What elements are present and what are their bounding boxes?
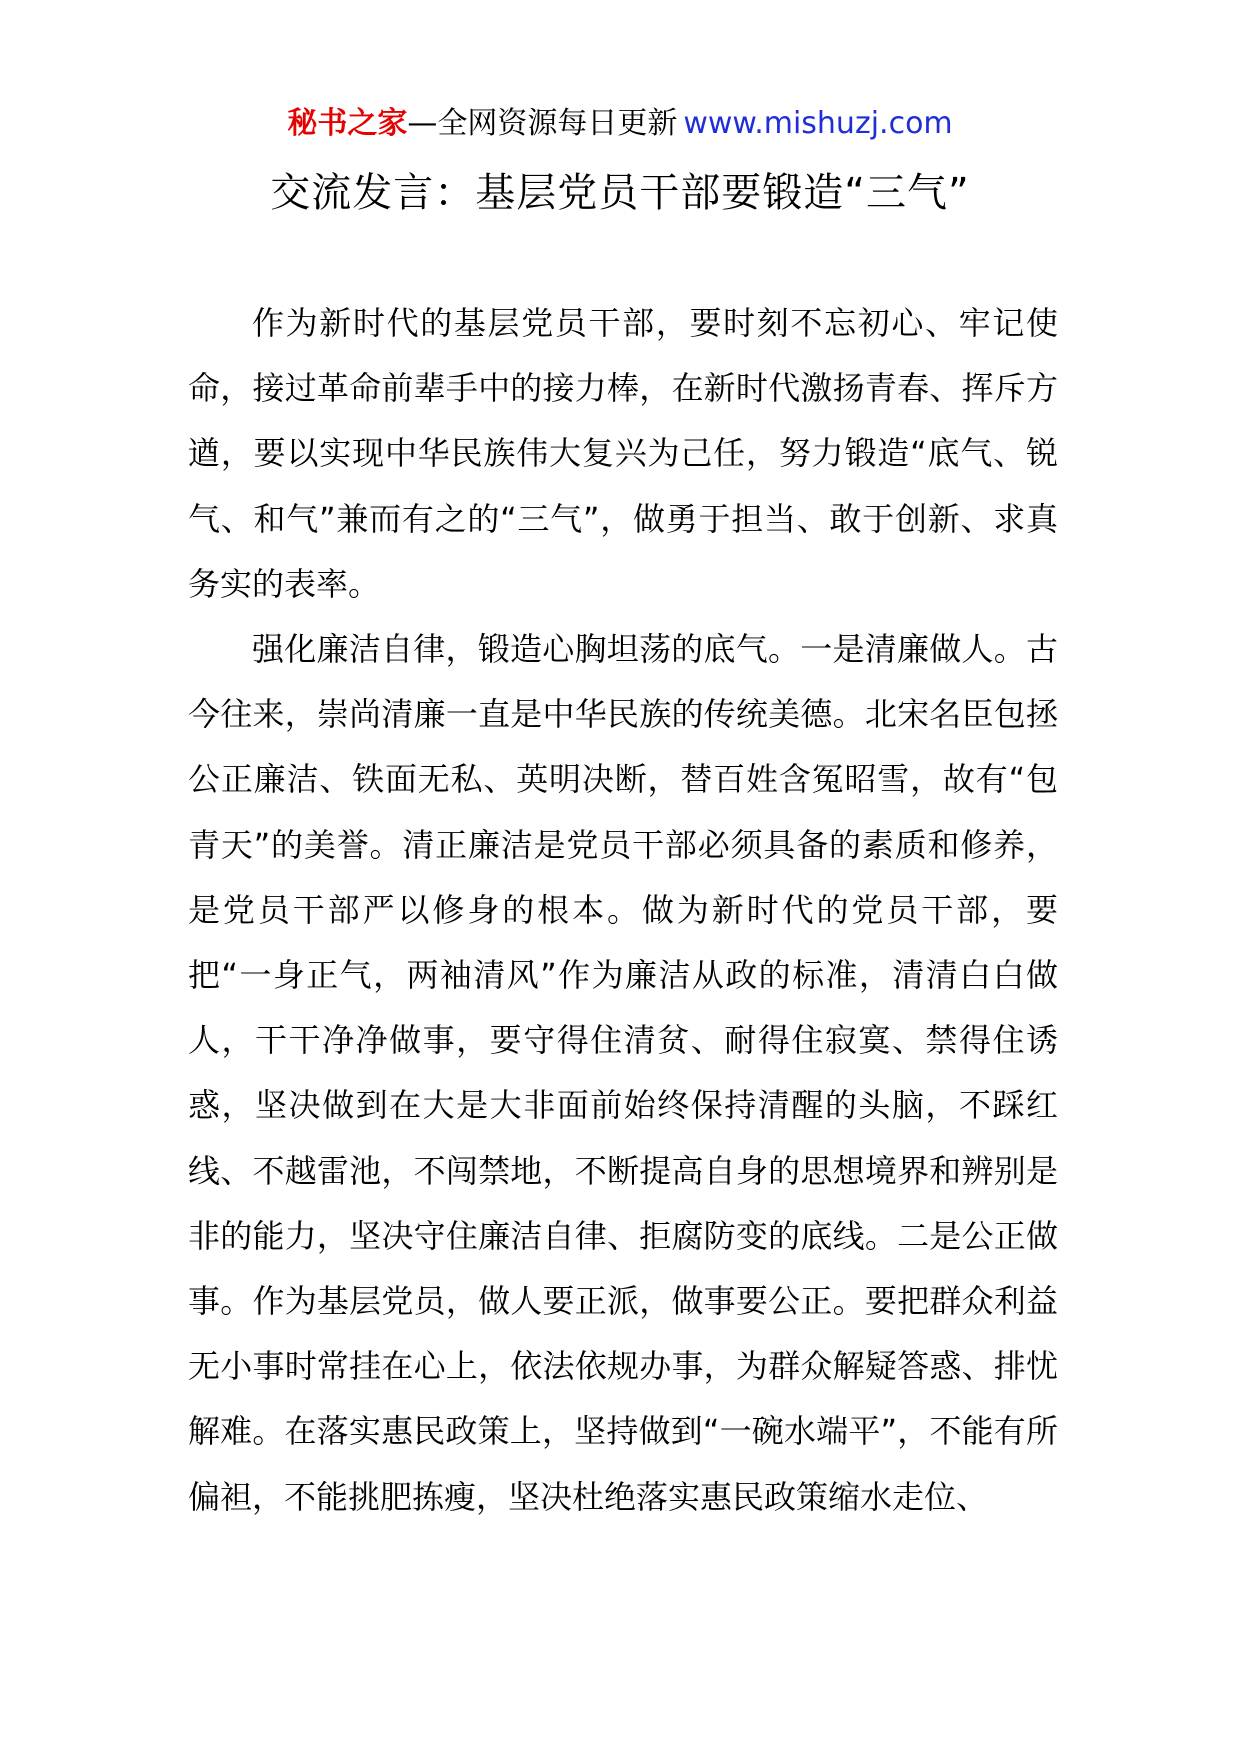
document-body <box>188 291 1058 1530</box>
paragraph-integrity: 强化廉洁自律，锻造心胸坦荡的底气。一是清廉做人。古今往来，崇尚清廉一直是中华民族的传统美德。北宋名臣包拯公正廉洁、铁面无私、英明决断，替百姓含冤昭雪，故有“包青天”的美誉。清正廉洁是党员干部必须具备的素质和修养，是党员干部严以修身的根本。做为新时代的党员干部，要把“一身正气，两袖清风”作为廉洁从政的标准，清清白白做人，干干净净做事，要守得住清贫、耐得住寂寞、禁得住诱惑，坚决做到在大是大非面前始终保持清醒的头脑，不踩红线、不越雷池，不闯禁地，不断提高自身的思想境界和辨别是非的能力，坚决守住廉洁自律、拒腐防变的底线。二是公正做事。作为基层党员，做人要正派，做事要公正。要把群众利益无小事时常挂在心上，依法依规办事，为群众解疑答惑、排忧解难。在落实惠民政策上，坚持做到“一碗水端平”，不能有所偏袒，不能挑肥拣瘦，坚决杜绝落实惠民政策缩水走位、 <box>188 630 1058 1516</box>
site-banner <box>0 102 1240 146</box>
paragraph-intro: 作为新时代的基层党员干部，要时刻不忘初心、牢记使命，接过革命前辈手中的接力棒，在新时代激扬青春、挥斥方遒，要以实现中华民族伟大复兴为己任，努力锻造“底气、锐气、和气”兼而有之的“三气”，做勇于担当、敢于创新、求真务实的表率。 <box>188 304 1058 603</box>
site-url-link[interactable]: www.mishuzj.com <box>683 106 953 141</box>
document-title: 交流发言：基层党员干部要锻造“三气” <box>270 170 970 216</box>
brand-tagline: —全网资源每日更新 <box>407 106 678 141</box>
brand-name: 秘书之家 <box>287 106 408 141</box>
